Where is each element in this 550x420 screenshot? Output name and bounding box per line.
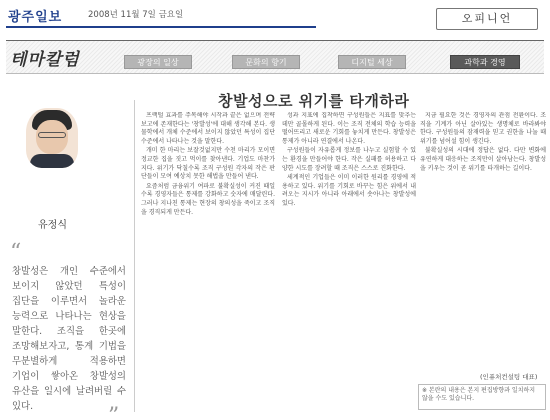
- tab-culture[interactable]: 문화의 향기: [232, 55, 300, 69]
- paragraph: 프랙털 효과를 주목해야 시작과 끝은 없으며 전략 보고에 존재한다는 '창발성'에 대해 생각해 본다. 생물학에서 개체 수준에서 보이지 않았던 특성이 집단 수준에서 나타나는 것을 말한다.: [141, 112, 275, 145]
- section-label[interactable]: 오피니언: [436, 8, 538, 30]
- paragraph: 불확실성의 시대에 정답은 없다. 다만 변화에 유연하게 대응하는 조직만이 살아남는다. 창발성을 키우는 것이 곧 위기를 타개하는 길이다.: [420, 147, 546, 172]
- paragraph: 개미 한 마리는 보잘것없지만 수천 마리가 모이면 정교한 집을 짓고 먹이를 찾아낸다. 기업도 마찬가지다. 위기가 닥칠수록 조직 구성원 각자의 작은 판단들이 모여 예상치 못한 해법을 만들어 낸다.: [141, 147, 275, 181]
- paragraph: 요즘처럼 금융위기 여파로 불확실성이 커진 때일수록 경영자들은 통제를 강화하고 숫자에 매달린다. 그러나 지나친 통제는 현장의 창의성을 죽이고 조직을 경직되게 만든다.: [141, 182, 275, 216]
- column-banner: [6, 40, 544, 74]
- tab-science-management[interactable]: 과학과 경영: [450, 55, 520, 69]
- body-column-1: [141, 112, 275, 414]
- masthead-rule: [6, 26, 316, 28]
- body-column-2: [282, 112, 416, 414]
- author-affiliation: (인퓨처컨설팅 대표): [480, 373, 538, 381]
- paragraph: 구성원들이 자유롭게 정보를 나누고 실험할 수 있는 환경을 만들어야 한다. 작은 실패를 허용하고 다양한 시도를 장려할 때 조직은 스스로 진화한다.: [282, 147, 416, 172]
- column-divider: [134, 100, 135, 412]
- article-headline: 창발성으로 위기를 타개하라: [218, 92, 410, 110]
- author-name: 유정식: [38, 220, 67, 231]
- author-photo: [26, 108, 78, 168]
- tab-digital[interactable]: 디지털 세상: [338, 55, 406, 69]
- pull-quote: 창발성은 개인 수준에서 보이지 않았던 특성이 집단을 이루면서 놀라운 능력으로 나타나는 현상을 말한다. 조직을 한곳에 조망해보자고, 통계 기법을 무분별하게 적용하면 기업이 쌓아온 창발성의 유산을 일시에 날려버릴 수 있다.: [12, 266, 126, 412]
- quote-open-mark: “: [10, 240, 22, 265]
- editorial-notice: ※ 본란의 내용은 본지 편집방향과 일치하지 않을 수도 있습니다.: [418, 384, 546, 410]
- masthead: [0, 0, 550, 36]
- paragraph: 세계적인 기업들은 이미 이러한 원리를 경영에 적용하고 있다. 위기를 기회로 바꾸는 힘은 위에서 내려오는 지시가 아니라 아래에서 솟아나는 창발성에 있다.: [282, 174, 416, 207]
- quote-close-mark: ”: [108, 404, 120, 420]
- column-series-title: 테마칼럼: [10, 50, 80, 70]
- paragraph: 성과 지표에 집착하면 구성원들은 지표를 맞추는 데만 골몰하게 된다. 이는 조직 전체의 학습 능력을 떨어뜨리고 새로운 기회를 놓치게 만든다. 창발성은 통제가 아니라 연결에서 나온다.: [282, 112, 416, 145]
- body-column-3: [420, 112, 546, 372]
- tab-plaza[interactable]: 광장의 일상: [124, 55, 192, 69]
- issue-date: 2008년 11월 7일 금요일: [88, 10, 184, 20]
- newspaper-logo[interactable]: 광주일보: [8, 10, 63, 25]
- paragraph: 지금 필요한 것은 경영자의 관점 전환이다. 조직을 기계가 아닌 살아있는 생명체로 바라봐야 한다. 구성원들의 잠재력을 믿고 권한을 나눌 때 위기를 넘어설 힘이 생긴다.: [420, 112, 546, 145]
